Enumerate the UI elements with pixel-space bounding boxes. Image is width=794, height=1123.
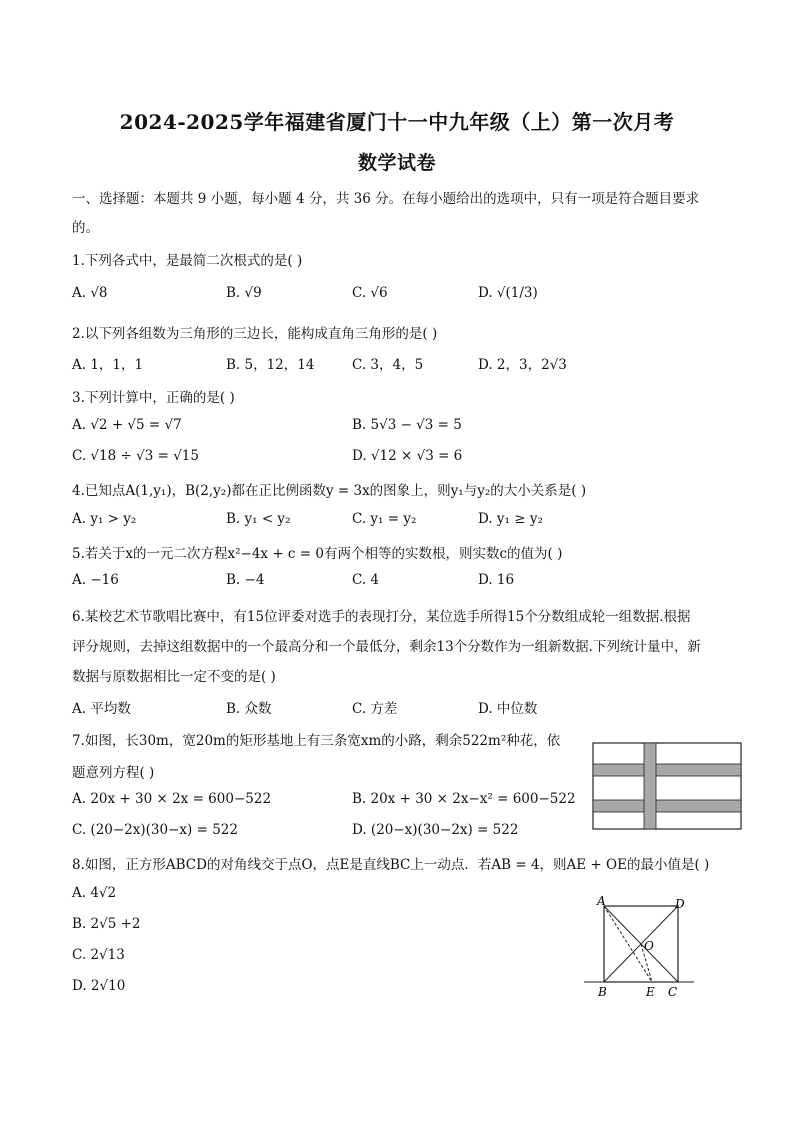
q2-option-b: B. 5，12，14 bbox=[226, 357, 315, 373]
q4-stem: 4.已知点A(1,y₁)，B(2,y₂)都在正比例函数y = 3x的图象上，则y₁与y₂的大小关系是( ) bbox=[72, 483, 587, 499]
q6-option-d: D. 中位数 bbox=[478, 701, 538, 717]
q7-option-c: C. (20−2x)(30−x) = 522 bbox=[72, 822, 238, 838]
q3-stem: 3.下列计算中，正确的是( ) bbox=[72, 390, 235, 406]
q1-stem: 1.下列各式中，是最简二次根式的是( ) bbox=[72, 253, 303, 269]
q2-option-d: D. 2，3，2√3 bbox=[478, 357, 567, 373]
q7-option-b: B. 20x + 30 × 2x−x² = 600−522 bbox=[352, 791, 576, 807]
q4-option-b: B. y₁ < y₂ bbox=[226, 511, 291, 527]
q5-option-c: C. 4 bbox=[352, 572, 380, 588]
q8-stem: 8.如图，正方形ABCD的对角线交于点O，点E是直线BC上一动点．若AB = 4，则AE + OE的最小值是( ) bbox=[72, 857, 710, 873]
q8-square-figure bbox=[582, 890, 700, 1002]
q5-option-d: D. 16 bbox=[478, 572, 515, 588]
q7-option-d: D. (20−x)(30−2x) = 522 bbox=[352, 822, 519, 838]
q8-option-a: A. 4√2 bbox=[72, 885, 117, 901]
section-heading-line1: 一、选择题：本题共 9 小题，每小题 4 分，共 36 分。在每小题给出的选项中，只有一项是符合题目要求 bbox=[72, 191, 700, 207]
q1-option-d: D. √(1/3) bbox=[478, 285, 538, 301]
q6-stem-line1: 6.某校艺术节歌唱比赛中，有15位评委对选手的表现打分，某位选手所得15个分数组成轮一组数据.根据 bbox=[72, 609, 691, 625]
q1-option-b: B. √9 bbox=[226, 285, 262, 301]
label-d: D bbox=[675, 897, 685, 911]
label-c: C bbox=[668, 985, 678, 999]
q5-stem: 5.若关于x的一元二次方程x²−4x + c = 0有两个相等的实数根，则实数c的值为( ) bbox=[72, 546, 563, 562]
q2-option-a: A. 1，1，1 bbox=[72, 357, 144, 373]
q6-stem-line2: 评分规则，去掉这组数据中的一个最高分和一个最低分，剩余13个分数作为一组新数据.下列统计量中，新 bbox=[72, 639, 701, 655]
q1-option-a: A. √8 bbox=[72, 285, 108, 301]
q6-stem-line3: 数据与原数据相比一定不变的是( ) bbox=[72, 669, 276, 685]
q6-option-b: B. 众数 bbox=[226, 701, 272, 717]
q7-option-a: A. 20x + 30 × 2x = 600−522 bbox=[72, 791, 272, 807]
q1-option-c: C. √6 bbox=[352, 285, 388, 301]
q7-rectangle-figure bbox=[592, 742, 744, 832]
q3-option-a: A. √2 + √5 = √7 bbox=[72, 417, 182, 433]
q3-option-d: D. √12 × √3 = 6 bbox=[352, 448, 463, 464]
q6-option-c: C. 方差 bbox=[352, 701, 398, 717]
label-e: E bbox=[646, 985, 655, 999]
q4-option-a: A. y₁ > y₂ bbox=[72, 511, 137, 527]
q8-option-d: D. 2√10 bbox=[72, 978, 126, 994]
q5-option-b: B. −4 bbox=[226, 572, 265, 588]
q3-option-b: B. 5√3 − √3 = 5 bbox=[352, 417, 462, 433]
q8-option-b: B. 2√5 +2 bbox=[72, 916, 141, 932]
q4-option-c: C. y₁ = y₂ bbox=[352, 511, 417, 527]
label-a: A bbox=[597, 894, 606, 908]
section-heading-line2: 的。 bbox=[72, 220, 99, 236]
q3-option-c: C. √18 ÷ √3 = √15 bbox=[72, 448, 199, 464]
q6-option-a: A. 平均数 bbox=[72, 701, 131, 717]
exam-title: 2024-2025学年福建省厦门十一中九年级（上）第一次月考 bbox=[119, 110, 675, 134]
q7-stem-line2: 题意列方程( ) bbox=[72, 765, 155, 781]
exam-subtitle: 数学试卷 bbox=[357, 152, 436, 174]
q8-option-c: C. 2√13 bbox=[72, 947, 125, 963]
label-o: O bbox=[644, 939, 654, 953]
label-b: B bbox=[598, 985, 607, 999]
q4-option-d: D. y₁ ≥ y₂ bbox=[478, 511, 543, 527]
q2-option-c: C. 3，4，5 bbox=[352, 357, 424, 373]
q7-stem-line1: 7.如图，长30m，宽20m的矩形基地上有三条宽xm的小路，剩余522m²种花，依 bbox=[72, 733, 561, 749]
q2-stem: 2.以下列各组数为三角形的三边长，能构成直角三角形的是( ) bbox=[72, 326, 438, 342]
q5-option-a: A. −16 bbox=[72, 572, 119, 588]
